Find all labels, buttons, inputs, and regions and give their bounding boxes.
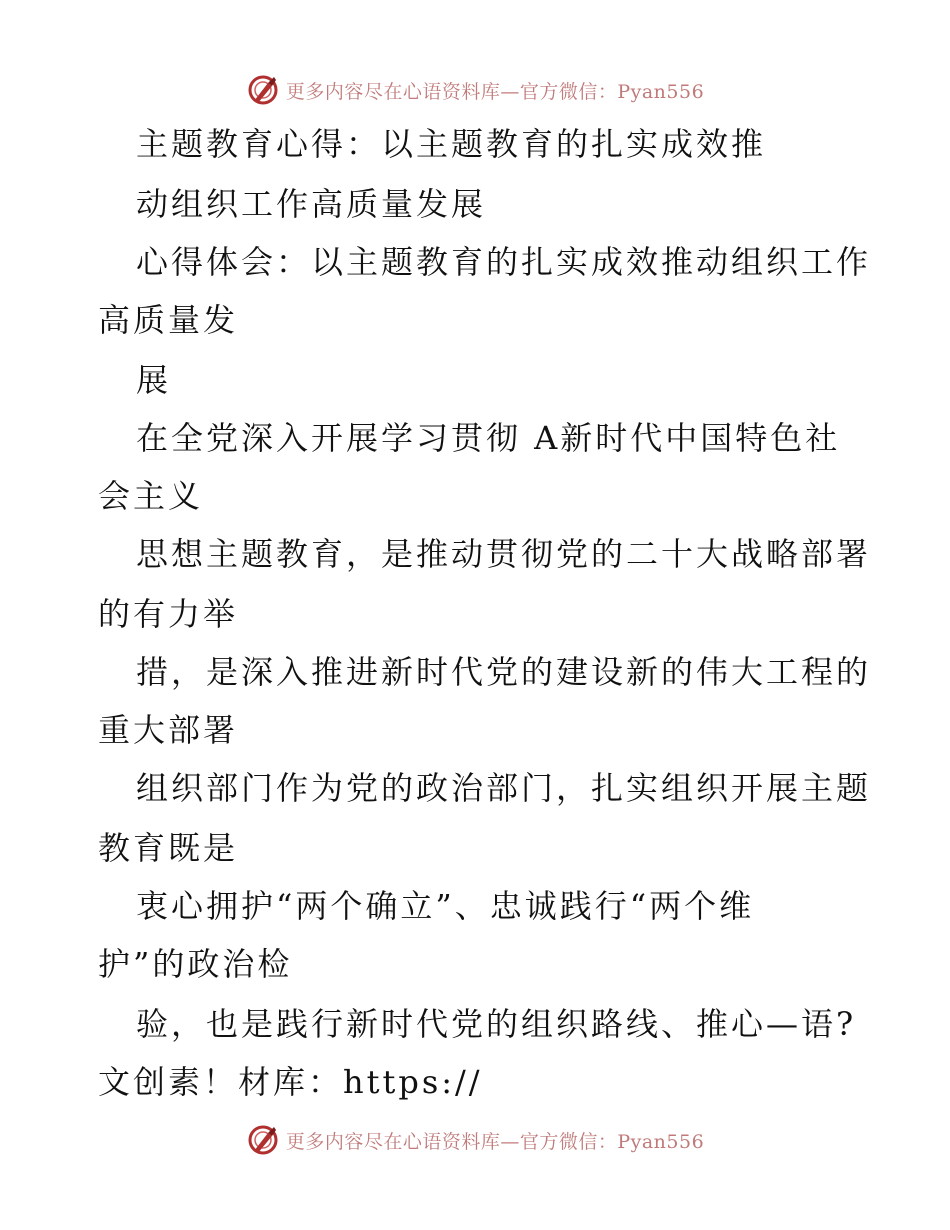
watermark-text: 更多内容尽在心语资料库—官方微信：Pyan556 [285, 80, 705, 103]
text-line: 教育既是 [98, 829, 239, 867]
text-line: 文创素！材库：https:// [98, 1063, 483, 1101]
text-line: 护”的政治检 [98, 945, 293, 983]
text-line: 心得体会：以主题教育的扎实成效推动组织工作 [136, 243, 872, 281]
text-line: 高质量发 [98, 301, 239, 339]
text-line: 思想主题教育，是推动贯彻党的二十大战略部署 [136, 535, 872, 573]
text-line: 重大部署 [98, 711, 239, 749]
text-line: 措，是深入推进新时代党的建设新的伟大工程的 [136, 653, 872, 691]
text-line: 衷心拥护“两个确立”、忠诚践行“两个维 [136, 887, 755, 925]
text-line: 动组织工作高质量发展 [136, 185, 487, 223]
header-watermark [0, 72, 950, 108]
text-line: 组织部门作为党的政治部门，扎实组织开展主题 [136, 769, 872, 807]
watermark-text: 更多内容尽在心语资料库—官方微信：Pyan556 [285, 1130, 705, 1153]
text-line: 在全党深入开展学习贯彻 A新时代中国特色社 [136, 419, 841, 457]
text-line: 展 [136, 361, 172, 399]
pen-logo-icon [246, 73, 280, 107]
pen-logo-icon [246, 1123, 280, 1157]
text-line: 的有力举 [98, 595, 239, 633]
text-line: 会主义 [98, 477, 204, 515]
text-line: 主题教育心得：以主题教育的扎实成效推 [136, 125, 767, 163]
footer-watermark [0, 1122, 950, 1158]
text-line: 验，也是践行新时代党的组织路线、推心—语? [136, 1005, 857, 1043]
